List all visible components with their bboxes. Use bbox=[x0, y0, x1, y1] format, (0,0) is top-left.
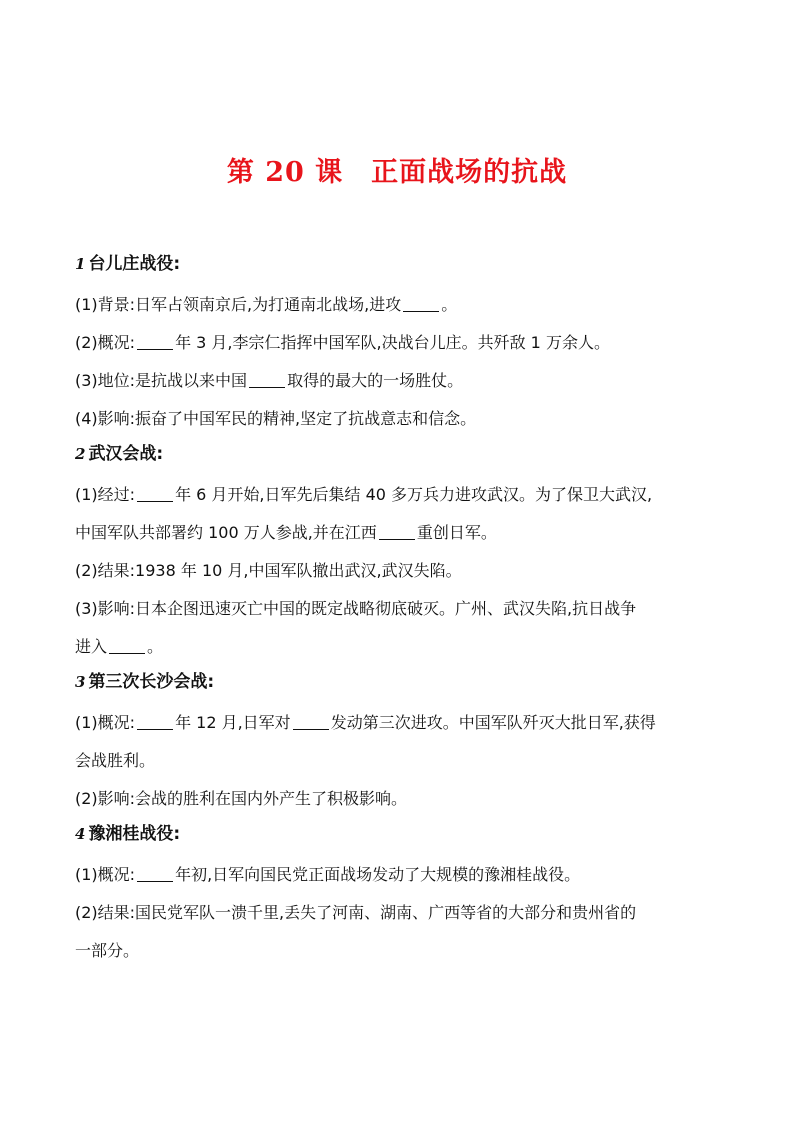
fill-in-blank[interactable] bbox=[293, 713, 329, 730]
text-segment: (4)影响:振奋了中国军民的精神,坚定了抗战意志和信念。 bbox=[75, 409, 477, 428]
text-segment: 年 3 月,李宗仁指挥中国军队,决战台儿庄。共歼敌 1 万余人。 bbox=[175, 333, 610, 352]
text-segment: (1)经过: bbox=[75, 485, 136, 504]
section-number: 2 bbox=[75, 445, 86, 463]
text-segment: 。 bbox=[441, 295, 458, 314]
page-title: 第 20 课 正面战场的抗战 bbox=[226, 157, 568, 188]
text-line bbox=[75, 324, 725, 362]
section-3 bbox=[75, 666, 725, 818]
text-segment: 进入 bbox=[75, 637, 108, 656]
document-body bbox=[75, 248, 725, 970]
fill-in-blank[interactable] bbox=[137, 713, 173, 730]
text-segment: (3)地位:是抗战以来中国 bbox=[75, 371, 248, 390]
text-line bbox=[75, 932, 725, 970]
text-segment: (1)概况: bbox=[75, 713, 136, 732]
text-line bbox=[75, 476, 725, 514]
text-line bbox=[75, 628, 725, 666]
section-heading bbox=[75, 248, 725, 280]
section-4 bbox=[75, 818, 725, 970]
text-segment: 重创日军。 bbox=[416, 523, 497, 542]
text-line bbox=[75, 552, 725, 590]
section-heading-text: 台儿庄战役: bbox=[88, 254, 181, 274]
fill-in-blank[interactable] bbox=[137, 333, 173, 350]
text-segment: 年 6 月开始,日军先后集结 40 多万兵力进攻武汉。为了保卫大武汉, bbox=[175, 485, 653, 504]
text-segment: 取得的最大的一场胜仗。 bbox=[287, 371, 464, 390]
text-line bbox=[75, 704, 725, 742]
fill-in-blank[interactable] bbox=[109, 637, 145, 654]
fill-in-blank[interactable] bbox=[403, 295, 439, 312]
text-segment: 。 bbox=[147, 637, 164, 656]
section-heading bbox=[75, 666, 725, 698]
fill-in-blank[interactable] bbox=[137, 865, 173, 882]
text-line bbox=[75, 286, 725, 324]
text-line bbox=[75, 590, 725, 628]
text-segment: 中国军队共部署约 100 万人参战,并在江西 bbox=[75, 523, 377, 542]
section-number: 4 bbox=[75, 825, 86, 843]
section-heading-text: 豫湘桂战役: bbox=[88, 824, 181, 844]
section-heading bbox=[75, 818, 725, 850]
text-segment: 年 12 月,日军对 bbox=[175, 713, 291, 732]
text-line bbox=[75, 780, 725, 818]
text-line bbox=[75, 362, 725, 400]
text-segment: (2)结果:1938 年 10 月,中国军队撤出武汉,武汉失陷。 bbox=[75, 561, 462, 580]
text-segment: 会战胜利。 bbox=[75, 751, 156, 770]
section-number: 3 bbox=[75, 673, 86, 691]
text-segment: (3)影响:日本企图迅速灭亡中国的既定战略彻底破灭。广州、武汉失陷,抗日战争 bbox=[75, 599, 637, 618]
text-segment: (2)概况: bbox=[75, 333, 136, 352]
text-line bbox=[75, 894, 725, 932]
section-1 bbox=[75, 248, 725, 438]
text-segment: 年初,日军向国民党正面战场发动了大规模的豫湘桂战役。 bbox=[175, 865, 581, 884]
text-line bbox=[75, 742, 725, 780]
fill-in-blank[interactable] bbox=[249, 371, 285, 388]
section-heading-text: 第三次长沙会战: bbox=[88, 672, 215, 692]
text-segment: 一部分。 bbox=[75, 941, 140, 960]
text-line bbox=[75, 856, 725, 894]
text-segment: 发动第三次进攻。中国军队歼灭大批日军,获得 bbox=[330, 713, 656, 732]
fill-in-blank[interactable] bbox=[379, 523, 415, 540]
text-line bbox=[75, 400, 725, 438]
section-number: 1 bbox=[75, 255, 86, 273]
text-line bbox=[75, 514, 725, 552]
text-segment: (1)背景:日军占领南京后,为打通南北战场,进攻 bbox=[75, 295, 402, 314]
section-heading-text: 武汉会战: bbox=[88, 444, 164, 464]
text-segment: (2)影响:会战的胜利在国内外产生了积极影响。 bbox=[75, 789, 408, 808]
section-heading bbox=[75, 438, 725, 470]
text-segment: (1)概况: bbox=[75, 865, 136, 884]
section-2 bbox=[75, 438, 725, 666]
fill-in-blank[interactable] bbox=[137, 485, 173, 502]
text-segment: (2)结果:国民党军队一溃千里,丢失了河南、湖南、广西等省的大部分和贵州省的 bbox=[75, 903, 637, 922]
